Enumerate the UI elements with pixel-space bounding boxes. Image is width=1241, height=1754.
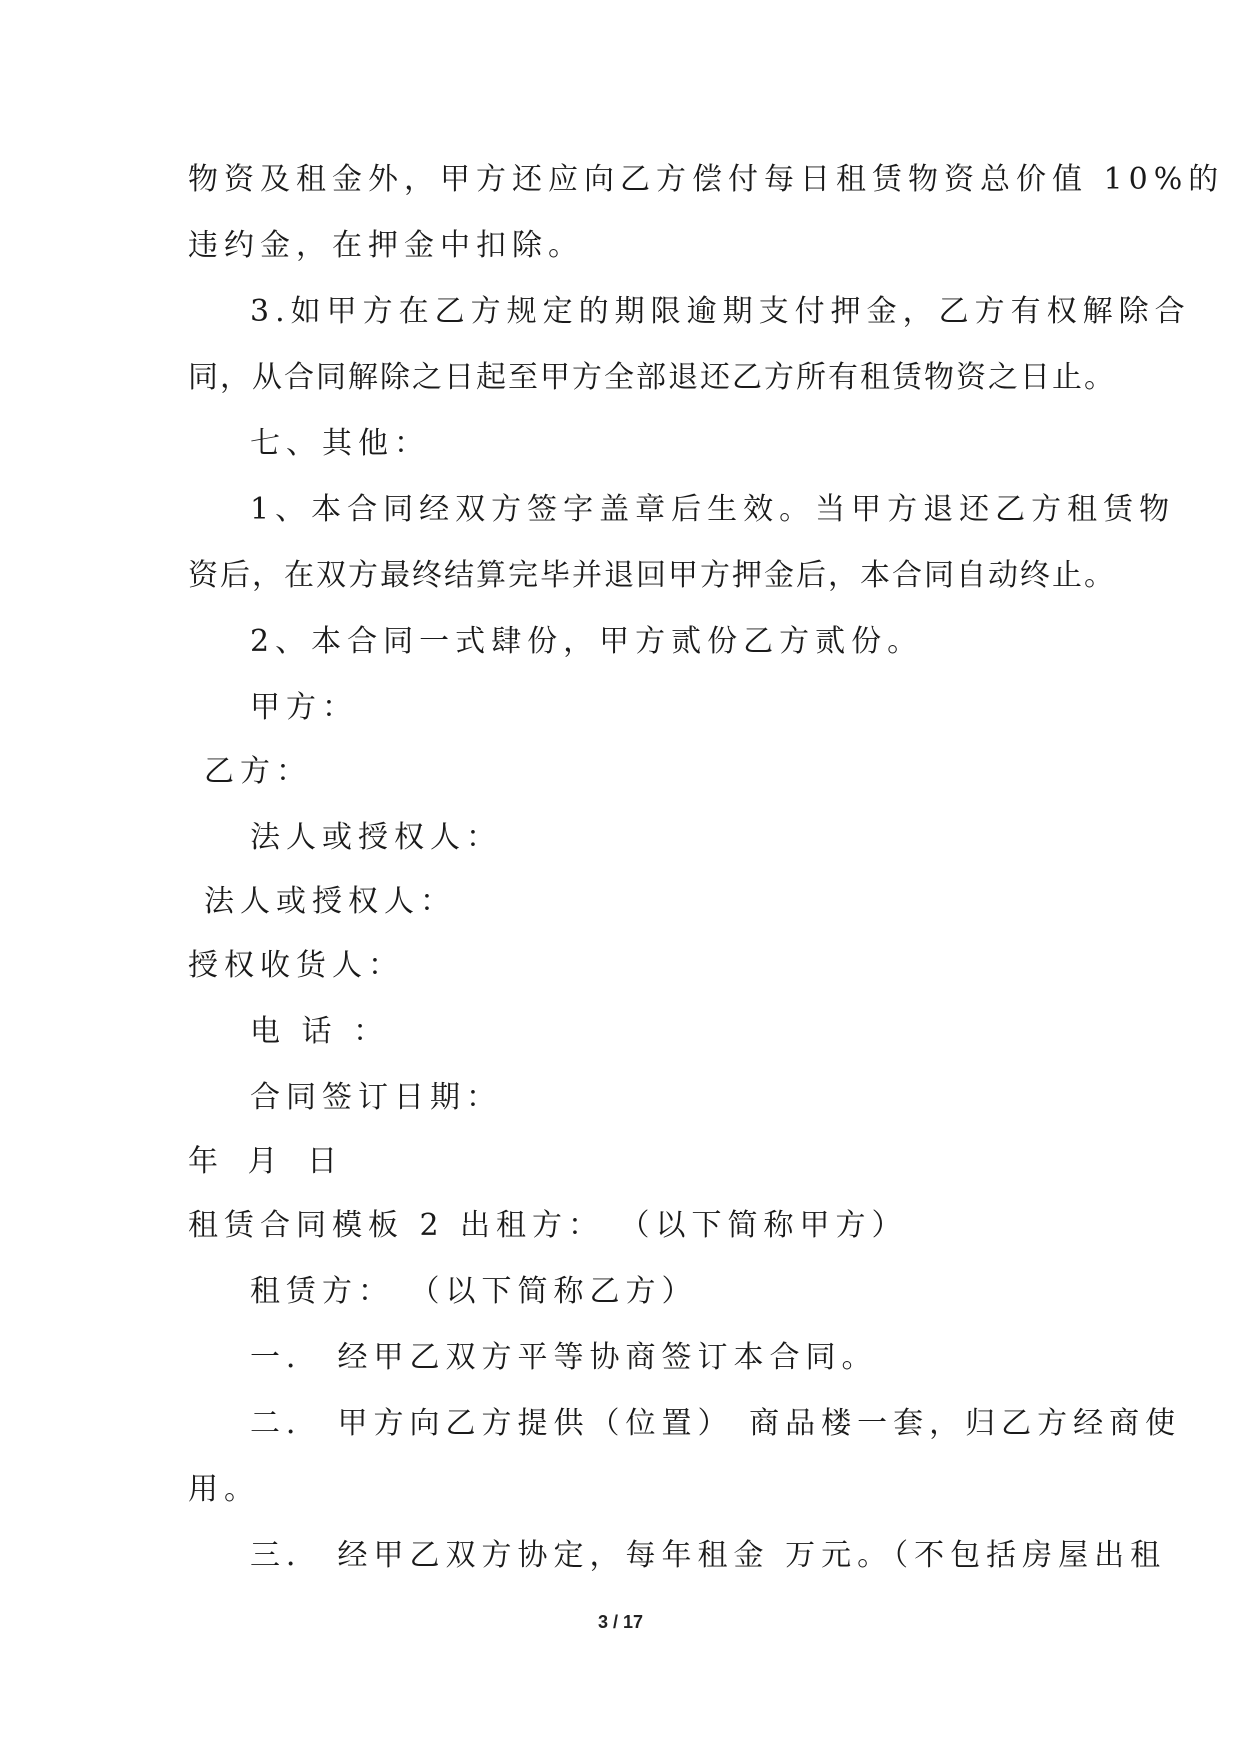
date-placeholder: 年 月 日 xyxy=(188,1144,348,1179)
signature-field-phone: 电 话 ： xyxy=(250,1014,390,1049)
signature-field-legal-rep-a: 法人或授权人： xyxy=(250,820,502,855)
paragraph-line: 违约金，在押金中扣除。 xyxy=(188,228,584,263)
paragraph-line: 2、本合同一式肆份，甲方贰份乙方贰份。 xyxy=(250,624,924,659)
signature-field-legal-rep-b: 法人或授权人： xyxy=(204,884,456,919)
clause-line: 一． 经甲乙双方平等协商签订本合同。 xyxy=(250,1340,878,1375)
lessor-line: 出租方： （以下简称甲方） xyxy=(460,1208,908,1243)
page-number: 3 / 17 xyxy=(597,1612,644,1632)
signature-field-party-a: 甲方： xyxy=(250,690,358,725)
template-title: 租赁合同模板 2 xyxy=(188,1208,445,1243)
paragraph-line: 资后，在双方最终结算完毕并退回甲方押金后，本合同自动终止。 xyxy=(188,558,1116,593)
lessee-line: 租赁方： （以下简称乙方） xyxy=(250,1274,698,1309)
paragraph-line: 3.如甲方在乙方规定的期限逾期支付押金，乙方有权解除合 xyxy=(250,294,1191,329)
section-heading: 七、其他： xyxy=(250,426,430,461)
clause-line: 三． 经甲乙双方协定，每年租金 万元。（不包括房屋出租 xyxy=(250,1538,1167,1573)
paragraph-line: 1、本合同经双方签字盖章后生效。当甲方退还乙方租赁物 xyxy=(250,492,1176,527)
paragraph-line: 物资及租金外，甲方还应向乙方偿付每日租赁物资总价值 10%的 xyxy=(188,162,1225,197)
clause-line: 用。 xyxy=(188,1472,260,1507)
signature-field-receiver: 授权收货人： xyxy=(188,948,404,983)
clause-line: 二． 甲方向乙方提供（位置） 商品楼一套，归乙方经商使 xyxy=(250,1406,1182,1441)
signature-field-party-b: 乙方： xyxy=(204,754,312,789)
paragraph-line: 同，从合同解除之日起至甲方全部退还乙方所有租赁物资之日止。 xyxy=(188,360,1116,395)
signature-field-sign-date: 合同签订日期： xyxy=(250,1080,502,1115)
